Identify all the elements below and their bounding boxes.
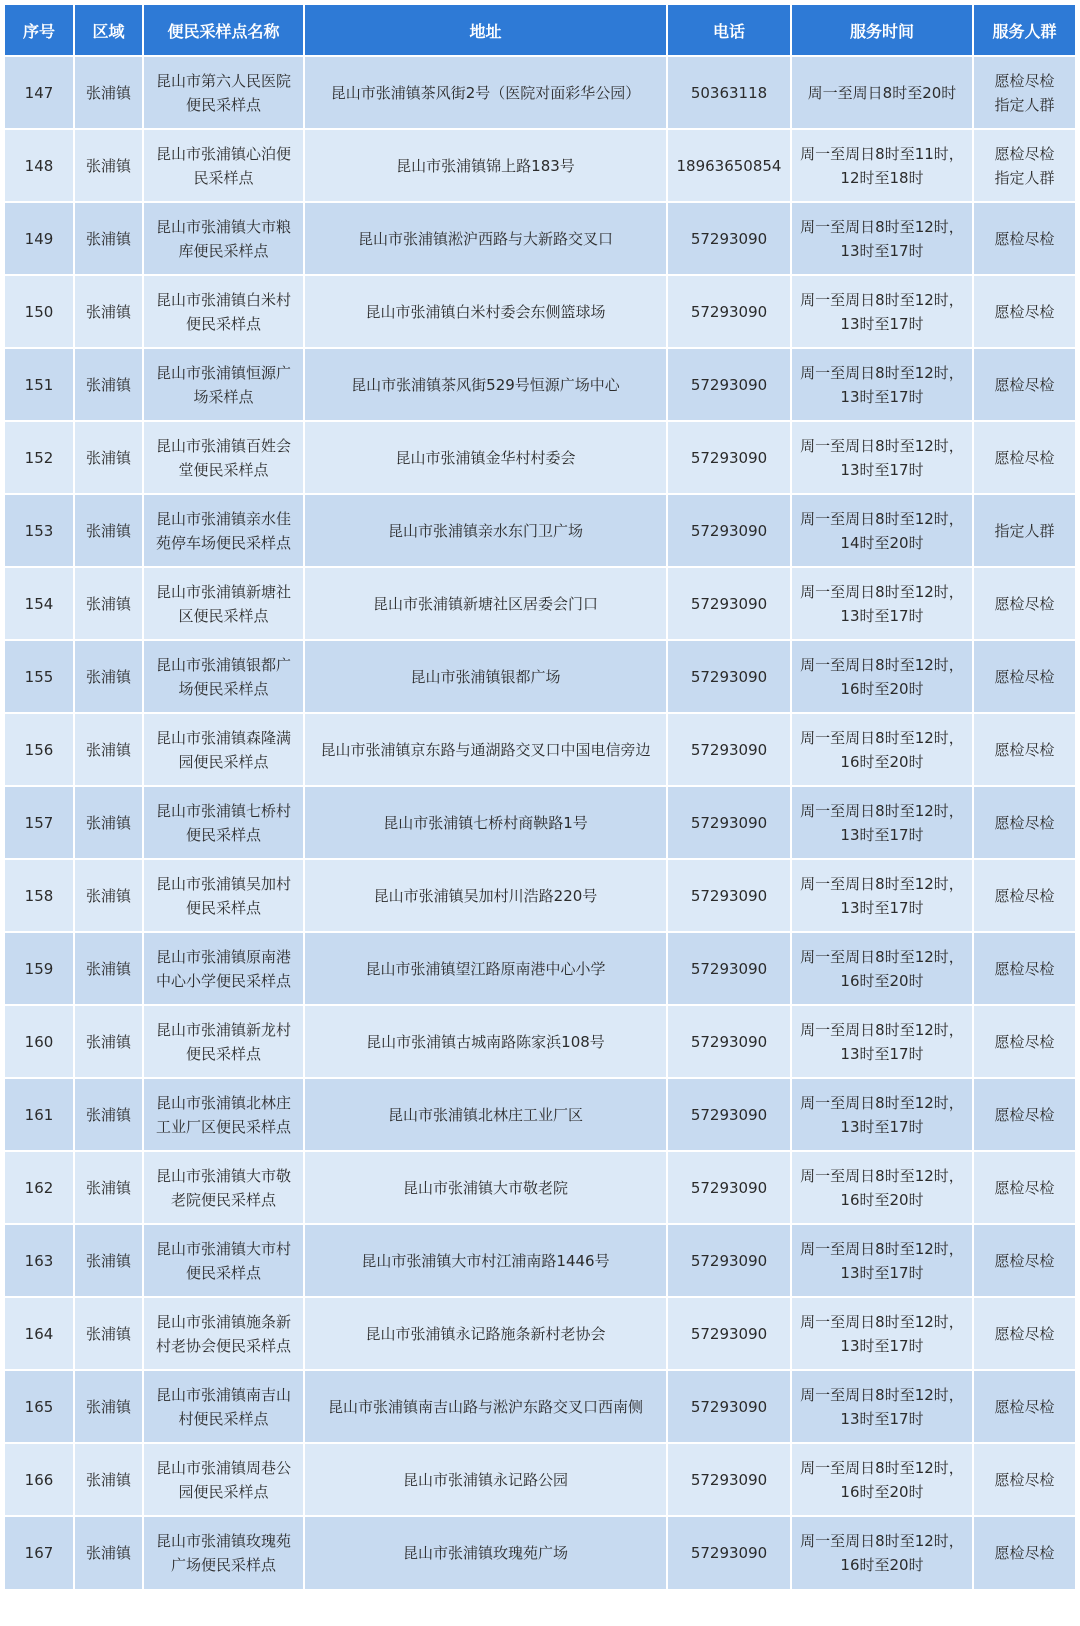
cell-phone: 57293090	[667, 1151, 791, 1224]
cell-group	[973, 1516, 1075, 1589]
cell-hours-line: 周一至周日8时至12时，	[800, 363, 964, 382]
cell-hours	[791, 932, 973, 1005]
cell-hours	[791, 56, 973, 129]
cell-name-line: 老院便民采样点	[170, 1190, 276, 1209]
cell-name	[143, 713, 304, 786]
cell-name	[143, 129, 304, 202]
cell-hours-line: 周一至周日8时至12时，	[800, 290, 964, 309]
header-area: 区域	[74, 5, 143, 56]
cell-name-line: 便民采样点	[185, 1044, 261, 1063]
cell-name-line: 广场便民采样点	[170, 1556, 276, 1574]
cell-hours-line: 13时至17时	[840, 241, 924, 260]
cell-hours-line: 13时至17时	[840, 898, 924, 917]
cell-hours-line: 周一至周日8时至12时，	[800, 436, 964, 455]
cell-no: 150	[5, 275, 74, 348]
cell-hours-line: 14时至20时	[840, 533, 924, 552]
cell-phone: 57293090	[667, 348, 791, 421]
cell-hours	[791, 494, 973, 567]
cell-hours-line: 13时至17时	[840, 606, 924, 625]
cell-phone: 57293090	[667, 202, 791, 275]
cell-name-line: 昆山市张浦镇南吉山	[155, 1385, 291, 1404]
cell-group-line: 愿检尽检	[994, 1397, 1055, 1416]
cell-name	[143, 567, 304, 640]
header-name: 便民采样点名称	[143, 5, 304, 56]
cell-group	[973, 1443, 1075, 1516]
cell-no: 165	[5, 1370, 74, 1443]
cell-name-line: 村便民采样点	[178, 1409, 269, 1428]
cell-hours-line: 周一至周日8时至12时，	[800, 947, 964, 966]
cell-phone: 57293090	[667, 1224, 791, 1297]
cell-hours-line: 周一至周日8时至12时，	[800, 217, 964, 236]
cell-group	[973, 56, 1075, 129]
cell-address: 昆山市张浦镇吴加村川浩路220号	[304, 859, 667, 932]
cell-group	[973, 932, 1075, 1005]
cell-name-line: 昆山市张浦镇森隆满	[155, 728, 291, 747]
table-row	[5, 494, 1075, 567]
cell-group	[973, 567, 1075, 640]
cell-name-line: 昆山市张浦镇心泊便	[155, 144, 291, 163]
cell-no: 155	[5, 640, 74, 713]
cell-name-line: 昆山市张浦镇原南港	[155, 947, 291, 966]
cell-hours-line: 16时至20时	[840, 971, 924, 990]
cell-name-line: 昆山市第六人民医院	[155, 71, 291, 90]
cell-group	[973, 129, 1075, 202]
cell-name-line: 昆山市张浦镇百姓会	[155, 436, 291, 455]
cell-hours	[791, 1078, 973, 1151]
cell-name-line: 园便民采样点	[178, 752, 269, 771]
cell-hours-line: 16时至20时	[840, 1482, 924, 1501]
cell-group	[973, 786, 1075, 859]
cell-no: 167	[5, 1516, 74, 1589]
cell-name	[143, 1224, 304, 1297]
cell-group-line: 愿检尽检	[994, 448, 1055, 467]
cell-no: 158	[5, 859, 74, 932]
cell-name-line: 便民采样点	[185, 825, 261, 844]
header-hours: 服务时间	[791, 5, 973, 56]
cell-group	[973, 640, 1075, 713]
cell-hours	[791, 348, 973, 421]
cell-hours-line: 13时至17时	[840, 825, 924, 844]
cell-area: 张浦镇	[74, 640, 143, 713]
cell-hours	[791, 202, 973, 275]
cell-phone: 57293090	[667, 275, 791, 348]
cell-name-line: 堂便民采样点	[178, 460, 269, 479]
cell-no: 153	[5, 494, 74, 567]
cell-phone: 50363118	[667, 56, 791, 129]
cell-name	[143, 56, 304, 129]
cell-no: 152	[5, 421, 74, 494]
cell-hours-line: 13时至17时	[840, 1409, 924, 1428]
header-phone: 电话	[667, 5, 791, 56]
cell-hours-line: 周一至周日8时至12时，	[800, 728, 964, 747]
cell-area: 张浦镇	[74, 786, 143, 859]
cell-hours-line: 16时至20时	[840, 752, 924, 771]
cell-address: 昆山市张浦镇北林庄工业厂区	[304, 1078, 667, 1151]
cell-address: 昆山市张浦镇大市敬老院	[304, 1151, 667, 1224]
table-row	[5, 1151, 1075, 1224]
cell-name-line: 昆山市张浦镇北林庄	[155, 1093, 291, 1112]
cell-address: 昆山市张浦镇南吉山路与淞沪东路交叉口西南侧	[304, 1370, 667, 1443]
cell-hours	[791, 567, 973, 640]
sampling-points-table	[5, 5, 1075, 1589]
cell-name	[143, 1151, 304, 1224]
cell-hours-line: 13时至17时	[840, 1117, 924, 1136]
cell-area: 张浦镇	[74, 56, 143, 129]
cell-phone: 57293090	[667, 1297, 791, 1370]
table-row	[5, 1443, 1075, 1516]
cell-phone: 57293090	[667, 1078, 791, 1151]
cell-group-line: 愿检尽检	[994, 1324, 1055, 1343]
cell-name-line: 昆山市张浦镇恒源广	[155, 363, 291, 382]
cell-phone: 57293090	[667, 859, 791, 932]
cell-name	[143, 1516, 304, 1589]
cell-address: 昆山市张浦镇锦上路183号	[304, 129, 667, 202]
cell-group-line: 愿检尽检	[994, 886, 1055, 905]
cell-group	[973, 1297, 1075, 1370]
cell-group	[973, 275, 1075, 348]
cell-address: 昆山市张浦镇永记路施条新村老协会	[304, 1297, 667, 1370]
cell-hours-line: 周一至周日8时至12时，	[800, 874, 964, 893]
cell-no: 166	[5, 1443, 74, 1516]
cell-group-line: 愿检尽检	[994, 1470, 1055, 1489]
cell-name-line: 村老协会便民采样点	[155, 1336, 291, 1355]
cell-address: 昆山市张浦镇京东路与通湖路交叉口中国电信旁边	[304, 713, 667, 786]
cell-phone: 18963650854	[667, 129, 791, 202]
cell-address: 昆山市张浦镇新塘社区居委会门口	[304, 567, 667, 640]
cell-hours-line: 周一至周日8时至12时，	[800, 1093, 964, 1112]
cell-area: 张浦镇	[74, 1224, 143, 1297]
table-row	[5, 1005, 1075, 1078]
cell-hours-line: 周一至周日8时至20时	[807, 83, 957, 102]
cell-name	[143, 1005, 304, 1078]
header-no: 序号	[5, 5, 74, 56]
cell-hours-line: 12时至18时	[840, 168, 924, 187]
cell-hours	[791, 1005, 973, 1078]
cell-name	[143, 202, 304, 275]
cell-address: 昆山市张浦镇淞沪西路与大新路交叉口	[304, 202, 667, 275]
cell-address: 昆山市张浦镇永记路公园	[304, 1443, 667, 1516]
cell-area: 张浦镇	[74, 859, 143, 932]
table-body	[5, 56, 1075, 1589]
table-row	[5, 640, 1075, 713]
cell-area: 张浦镇	[74, 494, 143, 567]
cell-phone: 57293090	[667, 640, 791, 713]
cell-group	[973, 1370, 1075, 1443]
cell-no: 161	[5, 1078, 74, 1151]
cell-no: 148	[5, 129, 74, 202]
cell-area: 张浦镇	[74, 275, 143, 348]
cell-name-line: 昆山市张浦镇玫瑰苑	[155, 1532, 291, 1550]
header-group: 服务人群	[973, 5, 1075, 56]
cell-phone: 57293090	[667, 1443, 791, 1516]
cell-no: 156	[5, 713, 74, 786]
cell-group	[973, 202, 1075, 275]
cell-address: 昆山市张浦镇金华村村委会	[304, 421, 667, 494]
cell-address: 昆山市张浦镇茶风街529号恒源广场中心	[304, 348, 667, 421]
cell-hours-line: 周一至周日8时至12时，	[800, 1239, 964, 1258]
cell-no: 163	[5, 1224, 74, 1297]
cell-name-line: 便民采样点	[185, 314, 261, 333]
table-row	[5, 1224, 1075, 1297]
cell-name-line: 昆山市张浦镇七桥村	[155, 801, 291, 820]
cell-hours-line: 13时至17时	[840, 1044, 924, 1063]
cell-phone: 57293090	[667, 1005, 791, 1078]
cell-group	[973, 1078, 1075, 1151]
cell-name	[143, 494, 304, 567]
table-row	[5, 202, 1075, 275]
cell-area: 张浦镇	[74, 1516, 143, 1589]
cell-hours-line: 周一至周日8时至12时，	[800, 1458, 964, 1477]
cell-no: 164	[5, 1297, 74, 1370]
cell-area: 张浦镇	[74, 1151, 143, 1224]
cell-name-line: 昆山市张浦镇大市粮	[155, 217, 291, 236]
cell-hours	[791, 640, 973, 713]
cell-hours	[791, 1370, 973, 1443]
cell-group-line: 愿检尽检	[994, 229, 1055, 248]
cell-hours-line: 周一至周日8时至12时，	[800, 1166, 964, 1185]
cell-area: 张浦镇	[74, 713, 143, 786]
cell-phone: 57293090	[667, 1370, 791, 1443]
cell-phone: 57293090	[667, 421, 791, 494]
cell-group-line: 愿检尽检	[994, 144, 1055, 163]
cell-phone: 57293090	[667, 786, 791, 859]
cell-phone: 57293090	[667, 932, 791, 1005]
cell-name-line: 场便民采样点	[178, 679, 269, 698]
cell-hours	[791, 713, 973, 786]
cell-group-line: 愿检尽检	[994, 1032, 1055, 1051]
cell-no: 149	[5, 202, 74, 275]
cell-group	[973, 713, 1075, 786]
table-row	[5, 567, 1075, 640]
cell-group-line: 愿检尽检	[994, 1544, 1055, 1562]
cell-group-line: 愿检尽检	[994, 302, 1055, 321]
cell-name	[143, 1078, 304, 1151]
cell-name-line: 苑停车场便民采样点	[155, 533, 291, 552]
cell-hours-line: 周一至周日8时至11时，	[800, 144, 964, 163]
cell-area: 张浦镇	[74, 129, 143, 202]
cell-group	[973, 421, 1075, 494]
cell-phone: 57293090	[667, 494, 791, 567]
cell-name	[143, 786, 304, 859]
cell-group-line: 愿检尽检	[994, 813, 1055, 832]
cell-hours-line: 16时至20时	[840, 1556, 924, 1574]
cell-name	[143, 348, 304, 421]
cell-group-line: 愿检尽检	[994, 375, 1055, 394]
table-row	[5, 1516, 1075, 1589]
cell-name-line: 园便民采样点	[178, 1482, 269, 1501]
cell-no: 160	[5, 1005, 74, 1078]
cell-name-line: 民采样点	[193, 168, 254, 187]
cell-name	[143, 1297, 304, 1370]
cell-no: 151	[5, 348, 74, 421]
cell-hours-line: 周一至周日8时至12时，	[800, 1020, 964, 1039]
cell-hours	[791, 786, 973, 859]
cell-group-line: 愿检尽检	[994, 959, 1055, 978]
cell-phone: 57293090	[667, 567, 791, 640]
cell-group	[973, 1151, 1075, 1224]
cell-group-line: 指定人群	[994, 168, 1055, 187]
cell-address: 昆山市张浦镇七桥村商鞅路1号	[304, 786, 667, 859]
cell-name-line: 昆山市张浦镇大市村	[155, 1239, 291, 1258]
table-row	[5, 275, 1075, 348]
cell-hours	[791, 1151, 973, 1224]
cell-area: 张浦镇	[74, 1005, 143, 1078]
cell-address: 昆山市张浦镇白米村委会东侧篮球场	[304, 275, 667, 348]
cell-name-line: 昆山市张浦镇银都广	[155, 655, 291, 674]
cell-name-line: 昆山市张浦镇新龙村	[155, 1020, 291, 1039]
cell-no: 147	[5, 56, 74, 129]
cell-group-line: 指定人群	[994, 521, 1055, 540]
cell-group-line: 愿检尽检	[994, 740, 1055, 759]
table-row	[5, 713, 1075, 786]
cell-hours	[791, 421, 973, 494]
cell-area: 张浦镇	[74, 1078, 143, 1151]
cell-area: 张浦镇	[74, 348, 143, 421]
cell-name	[143, 932, 304, 1005]
cell-name-line: 昆山市张浦镇白米村	[155, 290, 291, 309]
cell-name-line: 昆山市张浦镇大市敬	[155, 1166, 291, 1185]
cell-address: 昆山市张浦镇亲水东门卫广场	[304, 494, 667, 567]
header-address: 地址	[304, 5, 667, 56]
cell-name-line: 昆山市张浦镇周巷公	[155, 1458, 291, 1477]
cell-name-line: 便民采样点	[185, 1263, 261, 1282]
cell-name-line: 中心小学便民采样点	[155, 971, 291, 990]
cell-hours-line: 13时至17时	[840, 1263, 924, 1282]
cell-address: 昆山市张浦镇古城南路陈家浜108号	[304, 1005, 667, 1078]
table-row	[5, 56, 1075, 129]
cell-group	[973, 494, 1075, 567]
header-row	[5, 5, 1075, 56]
cell-area: 张浦镇	[74, 567, 143, 640]
cell-name-line: 工业厂区便民采样点	[155, 1117, 291, 1136]
cell-group-line: 愿检尽检	[994, 1251, 1055, 1270]
cell-no: 157	[5, 786, 74, 859]
cell-address: 昆山市张浦镇望江路原南港中心小学	[304, 932, 667, 1005]
cell-name-line: 昆山市张浦镇吴加村	[155, 874, 291, 893]
cell-group-line: 愿检尽检	[994, 71, 1055, 90]
cell-hours	[791, 859, 973, 932]
table-row	[5, 421, 1075, 494]
cell-no: 162	[5, 1151, 74, 1224]
cell-hours-line: 16时至20时	[840, 679, 924, 698]
cell-address: 昆山市张浦镇大市村江浦南路1446号	[304, 1224, 667, 1297]
cell-hours-line: 13时至17时	[840, 314, 924, 333]
cell-group	[973, 348, 1075, 421]
cell-hours-line: 周一至周日8时至12时，	[800, 1385, 964, 1404]
cell-name-line: 便民采样点	[185, 898, 261, 917]
cell-group-line: 愿检尽检	[994, 594, 1055, 613]
cell-group-line: 愿检尽检	[994, 667, 1055, 686]
cell-hours-line: 周一至周日8时至12时，	[800, 509, 964, 528]
cell-hours-line: 周一至周日8时至12时，	[800, 801, 964, 820]
cell-hours-line: 13时至17时	[840, 460, 924, 479]
cell-area: 张浦镇	[74, 202, 143, 275]
table-row	[5, 859, 1075, 932]
table-row	[5, 1297, 1075, 1370]
cell-name	[143, 275, 304, 348]
cell-group-line: 愿检尽检	[994, 1178, 1055, 1197]
cell-hours	[791, 1224, 973, 1297]
sampling-points-table-container	[5, 5, 1075, 1589]
cell-name	[143, 421, 304, 494]
cell-hours	[791, 275, 973, 348]
cell-no: 159	[5, 932, 74, 1005]
cell-name	[143, 1443, 304, 1516]
cell-hours-line: 13时至17时	[840, 1336, 924, 1355]
cell-hours	[791, 1443, 973, 1516]
cell-name-line: 库便民采样点	[178, 241, 269, 260]
cell-area: 张浦镇	[74, 1297, 143, 1370]
cell-address: 昆山市张浦镇玫瑰苑广场	[304, 1516, 667, 1589]
cell-hours	[791, 129, 973, 202]
table-header	[5, 5, 1075, 56]
cell-area: 张浦镇	[74, 421, 143, 494]
cell-name-line: 昆山市张浦镇新塘社	[155, 582, 291, 601]
cell-group-line: 愿检尽检	[994, 1105, 1055, 1124]
cell-phone: 57293090	[667, 1516, 791, 1589]
table-row	[5, 1078, 1075, 1151]
table-row	[5, 348, 1075, 421]
cell-hours-line: 周一至周日8时至12时，	[800, 582, 964, 601]
cell-name	[143, 1370, 304, 1443]
cell-name-line: 场采样点	[193, 387, 254, 406]
cell-hours-line: 16时至20时	[840, 1190, 924, 1209]
table-row	[5, 1370, 1075, 1443]
cell-name-line: 昆山市张浦镇施条新	[155, 1312, 291, 1331]
cell-name	[143, 859, 304, 932]
cell-group	[973, 859, 1075, 932]
cell-area: 张浦镇	[74, 932, 143, 1005]
table-row	[5, 932, 1075, 1005]
cell-hours	[791, 1297, 973, 1370]
cell-hours	[791, 1516, 973, 1589]
cell-no: 154	[5, 567, 74, 640]
cell-group-line: 指定人群	[994, 95, 1055, 114]
cell-group	[973, 1005, 1075, 1078]
cell-name-line: 区便民采样点	[178, 606, 269, 625]
table-row	[5, 129, 1075, 202]
cell-name	[143, 640, 304, 713]
cell-area: 张浦镇	[74, 1443, 143, 1516]
cell-phone: 57293090	[667, 713, 791, 786]
cell-hours-line: 周一至周日8时至12时，	[800, 1532, 964, 1550]
cell-name-line: 便民采样点	[185, 95, 261, 114]
cell-address: 昆山市张浦镇茶风街2号（医院对面彩华公园）	[304, 56, 667, 129]
cell-group	[973, 1224, 1075, 1297]
table-row	[5, 786, 1075, 859]
cell-hours-line: 周一至周日8时至12时，	[800, 1312, 964, 1331]
cell-name-line: 昆山市张浦镇亲水佳	[155, 509, 291, 528]
cell-address: 昆山市张浦镇银都广场	[304, 640, 667, 713]
cell-hours-line: 13时至17时	[840, 387, 924, 406]
cell-area: 张浦镇	[74, 1370, 143, 1443]
cell-hours-line: 周一至周日8时至12时，	[800, 655, 964, 674]
